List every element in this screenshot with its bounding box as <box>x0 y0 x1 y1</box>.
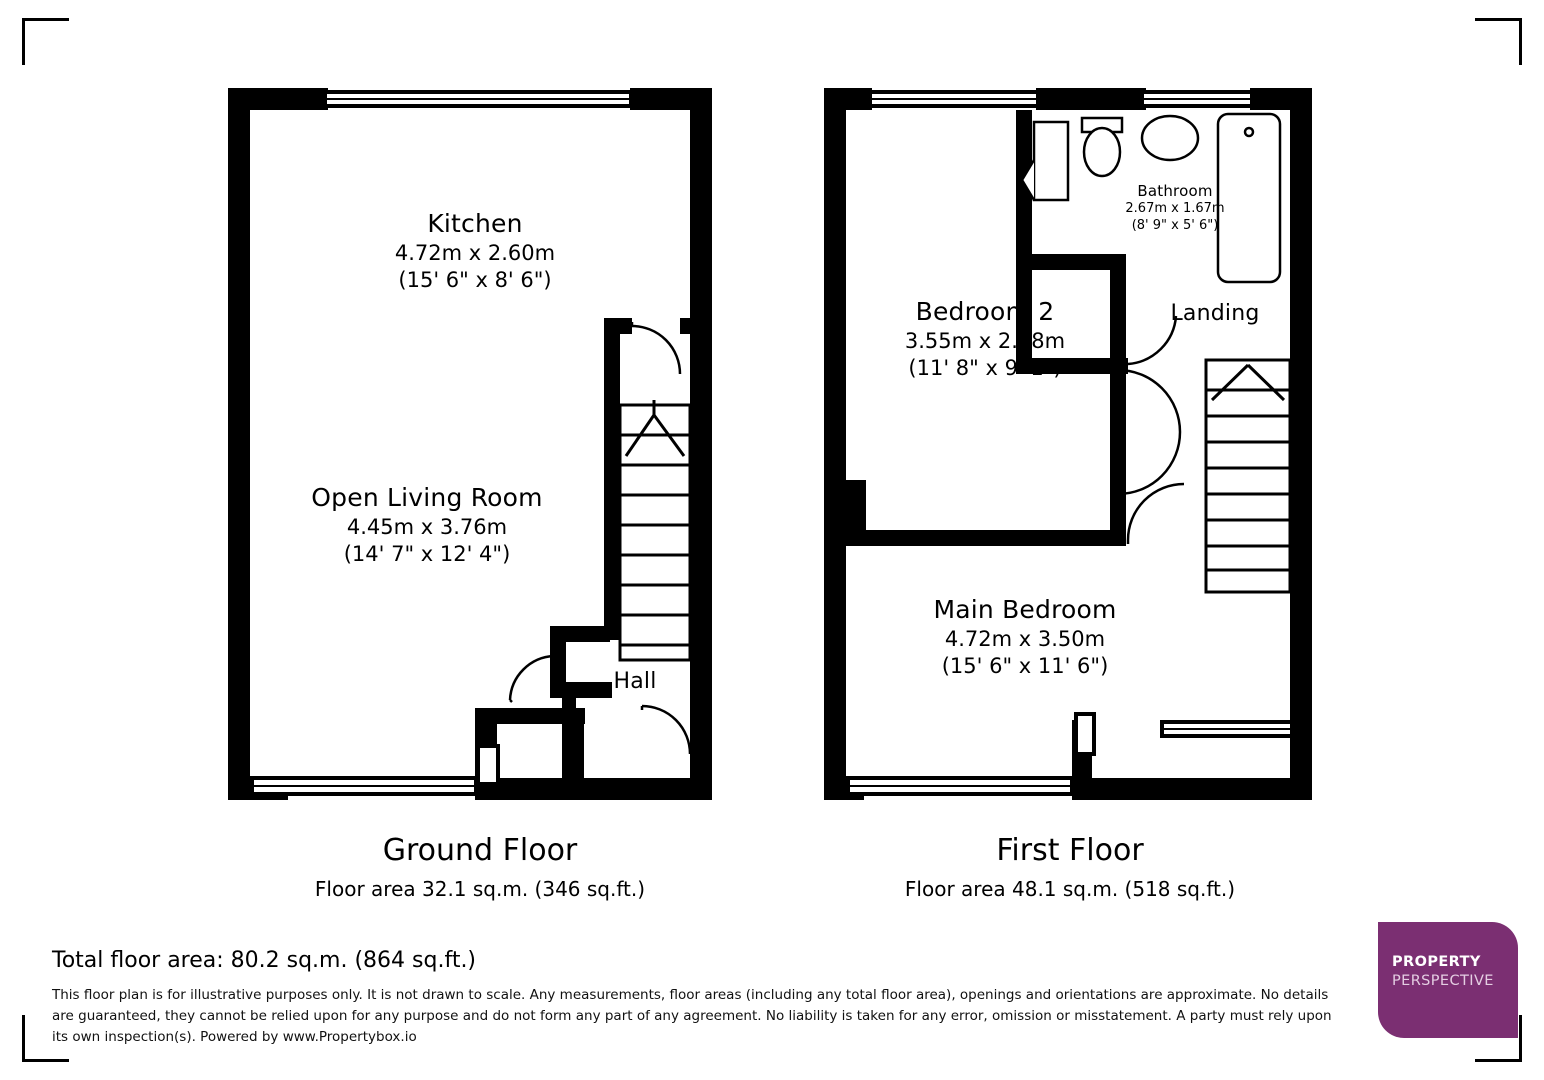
floor-area: Floor area 48.1 sq.m. (518 sq.ft.) <box>904 877 1236 901</box>
floor-title: Ground Floor <box>382 833 578 868</box>
room-name: Hall <box>613 669 657 694</box>
first-floor-plan <box>810 60 1340 830</box>
room-dimension-imperial: (8' 9" x 5' 6") <box>1131 217 1219 233</box>
room-dimension-imperial: (14' 7" x 12' 4") <box>343 541 511 566</box>
room-label-open-living-room <box>222 482 632 568</box>
crop-mark-top-left <box>22 18 69 65</box>
floor-title: First Floor <box>996 833 1144 868</box>
room-label-bathroom <box>1090 182 1260 234</box>
logo-line-1: PROPERTY <box>1392 954 1481 970</box>
room-label-main-bedroom <box>855 594 1195 680</box>
room-dimension-metric: 4.45m x 3.76m <box>346 515 508 539</box>
disclaimer-text: This floor plan is for illustrative purposes only. It is not drawn to scale. Any measurements, floor areas (including any total floor area), openings and orientations are approximate. No details are guaranteed, they cannot be relied upon for any purpose and do not form any part of any agreement. No liability is taken for any error, omission or misstatement. A party must rely upon its own inspection(s). Powered by www.Propertybox.io <box>52 987 1332 1045</box>
room-label-kitchen <box>275 208 675 294</box>
ground-floor-plan <box>210 60 750 830</box>
room-name: Main Bedroom <box>933 595 1117 624</box>
room-dimension-imperial: (15' 6" x 8' 6") <box>398 267 552 292</box>
room-name: Kitchen <box>427 209 523 238</box>
room-dimension-metric: 3.55m x 2.78m <box>904 329 1066 353</box>
room-name: Open Living Room <box>311 483 543 512</box>
floor-area: Floor area 32.1 sq.m. (346 sq.ft.) <box>314 877 646 901</box>
total-floor-area: Total floor area: 80.2 sq.m. (864 sq.ft.) <box>52 948 477 973</box>
room-dimension-imperial: (15' 6" x 11' 6") <box>941 653 1109 678</box>
first-floor-caption <box>790 833 1350 901</box>
room-label-bedroom-2 <box>815 296 1155 382</box>
room-label-landing <box>1135 300 1295 328</box>
property-perspective-logo <box>1378 922 1518 1038</box>
room-label-hall <box>555 668 715 696</box>
room-name: Bathroom <box>1137 182 1213 200</box>
crop-mark-top-right <box>1475 18 1522 65</box>
room-name: Landing <box>1170 301 1260 326</box>
room-dimension-imperial: (11' 8" x 9' 1") <box>908 355 1062 380</box>
room-name: Bedroom 2 <box>915 297 1055 326</box>
logo-line-2: PERSPECTIVE <box>1392 973 1494 989</box>
room-dimension-metric: 4.72m x 3.50m <box>944 627 1106 651</box>
ground-floor-caption <box>200 833 760 901</box>
room-dimension-metric: 4.72m x 2.60m <box>394 241 556 265</box>
room-dimension-metric: 2.67m x 1.67m <box>1125 201 1225 217</box>
